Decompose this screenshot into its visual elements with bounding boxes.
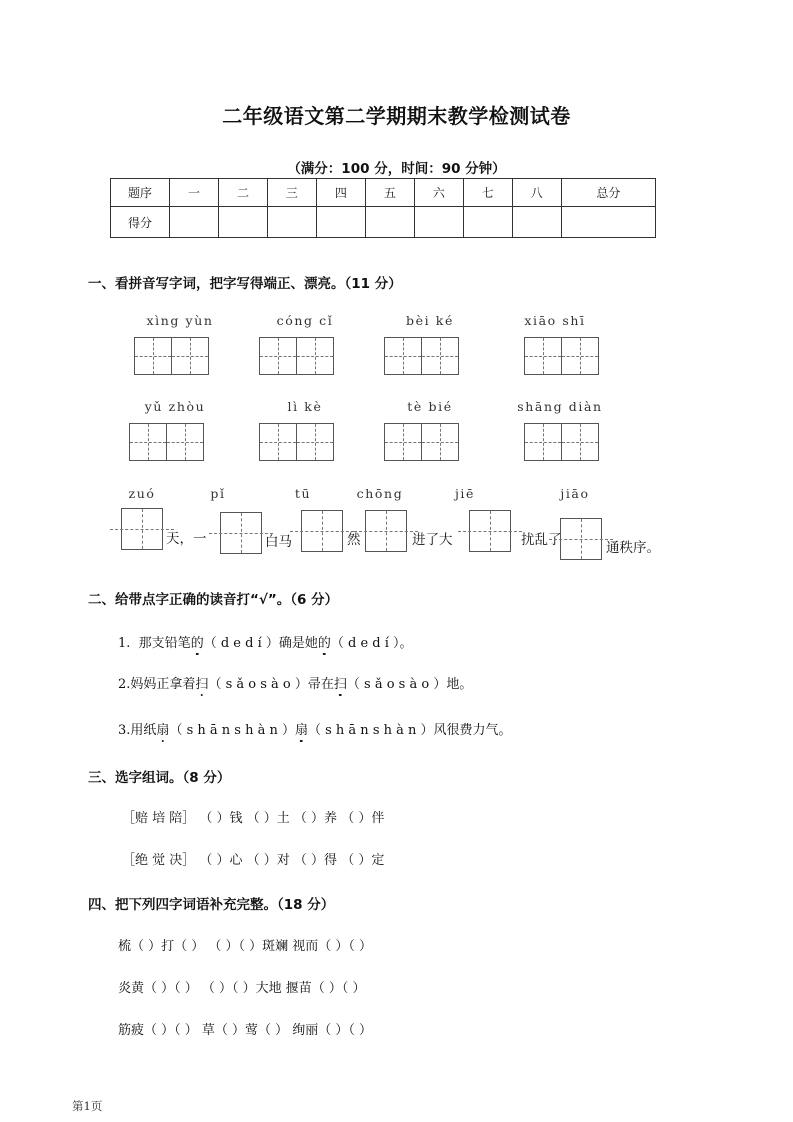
answer-box-jie[interactable] [469, 510, 511, 552]
tianzige-cell[interactable] [524, 423, 562, 461]
item-text: 用纸 [130, 723, 157, 738]
dotted-char: 扫 [334, 673, 347, 692]
pinyin-label-pi: pǐ [210, 486, 226, 501]
question-3-line-2: ［绝 觉 决］ （ ）心 （ ）对 （ ）得 （ ）定 [122, 853, 385, 868]
question-4-line-3: 筋疲（ ）（ ） 草（ ）莺（ ） 绚丽（ ）（ ） [118, 1023, 373, 1038]
question-4-line-1: 梳（ ）打（ ） （ ）（ ）斑斓 视而（ ）（ ） [118, 939, 373, 954]
col-header-7: 七 [463, 179, 512, 207]
row-label-tixu: 题序 [111, 179, 170, 207]
dotted-char: 的 [318, 632, 331, 651]
section-heading-4: 四、把下列四字词语补充完整。（18 分） [88, 897, 335, 913]
tianzige-cell[interactable] [384, 423, 422, 461]
score-cell-1[interactable] [170, 207, 219, 238]
tianzige-group-beike[interactable] [384, 337, 459, 375]
tianzige-group-like[interactable] [259, 423, 334, 461]
section-heading-1: 一、看拼音写字词，把字写得端正、漂亮。（11 分） [88, 276, 402, 292]
sentence-fragment-6: 通秩序。 [606, 540, 660, 556]
question-2-item-3 [118, 719, 512, 738]
pinyin-label-shangdian: shāng diàn [517, 399, 603, 414]
pinyin-label-tu: tū [294, 486, 312, 501]
tianzige-cell[interactable] [524, 337, 562, 375]
tianzige-group-xingyun[interactable] [134, 337, 209, 375]
question-4-line-2: 炎黄（ ）（ ） （ ）（ ）大地 揠苗（ ）（ ） [118, 981, 366, 996]
question-3-line-1: ［赔 培 陪］ （ ）钱 （ ）土 （ ）养 （ ）伴 [122, 811, 385, 826]
item-number: 2. [118, 677, 131, 692]
row-label-defen: 得分 [111, 207, 170, 238]
score-cell-4[interactable] [316, 207, 365, 238]
col-header-4: 四 [316, 179, 365, 207]
score-cell-5[interactable] [365, 207, 414, 238]
tianzige-cell[interactable] [421, 423, 459, 461]
table-row-header [111, 179, 656, 207]
pinyin-label-like: lì kè [287, 399, 323, 414]
item-text: （ d e d í ）确是她 [203, 636, 318, 651]
score-cell-3[interactable] [267, 207, 316, 238]
pinyin-label-jie: jiē [454, 486, 476, 501]
tianzige-cell[interactable] [259, 423, 297, 461]
score-cell-total[interactable] [561, 207, 655, 238]
col-header-2: 二 [218, 179, 267, 207]
pinyin-row-2 [0, 399, 793, 421]
col-header-3: 三 [267, 179, 316, 207]
section-heading-3: 三、选字组词。（8 分） [88, 770, 231, 786]
answer-box-pi[interactable] [220, 512, 262, 554]
dotted-char: 扇 [156, 719, 169, 738]
pinyin-label-beike: bèi ké [406, 313, 454, 328]
item-text: （ s ǎ o s à o ）地。 [346, 677, 473, 692]
item-text: 那支铅笔 [138, 636, 191, 651]
item-text: （ s ǎ o s à o ）帚在 [208, 677, 334, 692]
score-cell-8[interactable] [512, 207, 561, 238]
score-cell-2[interactable] [218, 207, 267, 238]
tianzige-cell[interactable] [561, 423, 599, 461]
answer-box-chong[interactable] [365, 510, 407, 552]
tianzige-cell[interactable] [171, 337, 209, 375]
exam-subtitle: （满分：100 分，时间：90 分钟） [287, 161, 506, 177]
sentence-fragment-1: 天，一 [166, 531, 207, 547]
tianzige-cell[interactable] [129, 423, 167, 461]
score-table [110, 178, 656, 238]
tianzige-cell[interactable] [166, 423, 204, 461]
tianzige-cell[interactable] [296, 423, 334, 461]
dotted-char: 的 [191, 632, 204, 651]
col-header-8: 八 [512, 179, 561, 207]
col-header-1: 一 [170, 179, 219, 207]
sentence-fragment-4: 进了大 [412, 532, 453, 548]
page-number-footer: 第1页 [72, 1099, 103, 1113]
answer-box-tu[interactable] [301, 510, 343, 552]
tianzige-group-yuzhou[interactable] [129, 423, 204, 461]
item-number: 3. [118, 723, 131, 738]
pinyin-label-zuo: zuó [128, 486, 156, 501]
tianzige-group-xiaoshi[interactable] [524, 337, 599, 375]
pinyin-label-xiaoshi: xiāo shī [524, 313, 586, 328]
col-header-total: 总分 [561, 179, 655, 207]
col-header-6: 六 [414, 179, 463, 207]
tianzige-cell[interactable] [421, 337, 459, 375]
sentence-fill-line [0, 508, 793, 564]
tianzige-cell[interactable] [259, 337, 297, 375]
item-text: 妈妈正拿着 [130, 677, 196, 692]
tianzige-group-tebie[interactable] [384, 423, 459, 461]
answer-box-jiao[interactable] [560, 518, 602, 560]
tianzige-group-shangdian[interactable] [524, 423, 599, 461]
sentence-fragment-2: 白马 [265, 534, 292, 550]
dotted-char: 扫 [195, 673, 208, 692]
pinyin-label-jiao: jiāo [560, 486, 590, 501]
section-heading-2: 二、给带点字正确的读音打“√”。（6 分） [88, 592, 339, 608]
tianzige-cell[interactable] [296, 337, 334, 375]
pinyin-label-chong: chōng [356, 486, 404, 501]
score-cell-6[interactable] [414, 207, 463, 238]
tianzige-cell[interactable] [561, 337, 599, 375]
item-text: （ s h ā n s h à n ）风很费力气。 [307, 723, 512, 738]
item-text: （ s h ā n s h à n ） [169, 723, 295, 738]
tianzige-cell[interactable] [384, 337, 422, 375]
sentence-fragment-3: 然 [347, 532, 361, 548]
question-2-item-2 [118, 673, 472, 692]
item-number: 1. [118, 636, 131, 651]
item-text: （ d e d í ）。 [330, 636, 413, 651]
score-cell-7[interactable] [463, 207, 512, 238]
tianzige-group-congci[interactable] [259, 337, 334, 375]
answer-box-zuo[interactable] [121, 508, 163, 550]
table-row-scores [111, 207, 656, 238]
page-title: 二年级语文第二学期期末教学检测试卷 [222, 104, 571, 128]
pinyin-label-xingyun: xìng yùn [146, 313, 214, 328]
sentence-fragment-5: 扰乱了 [521, 532, 562, 548]
tianzige-cell[interactable] [134, 337, 172, 375]
col-header-5: 五 [365, 179, 414, 207]
pinyin-label-yuzhou: yǔ zhòu [144, 399, 206, 414]
dotted-char: 扇 [295, 719, 308, 738]
pinyin-row-1 [0, 313, 793, 335]
pinyin-label-congci: cóng cǐ [276, 313, 334, 328]
pinyin-row-3 [0, 486, 793, 508]
question-2-item-1 [118, 632, 413, 651]
pinyin-label-tebie: tè bié [407, 399, 453, 414]
